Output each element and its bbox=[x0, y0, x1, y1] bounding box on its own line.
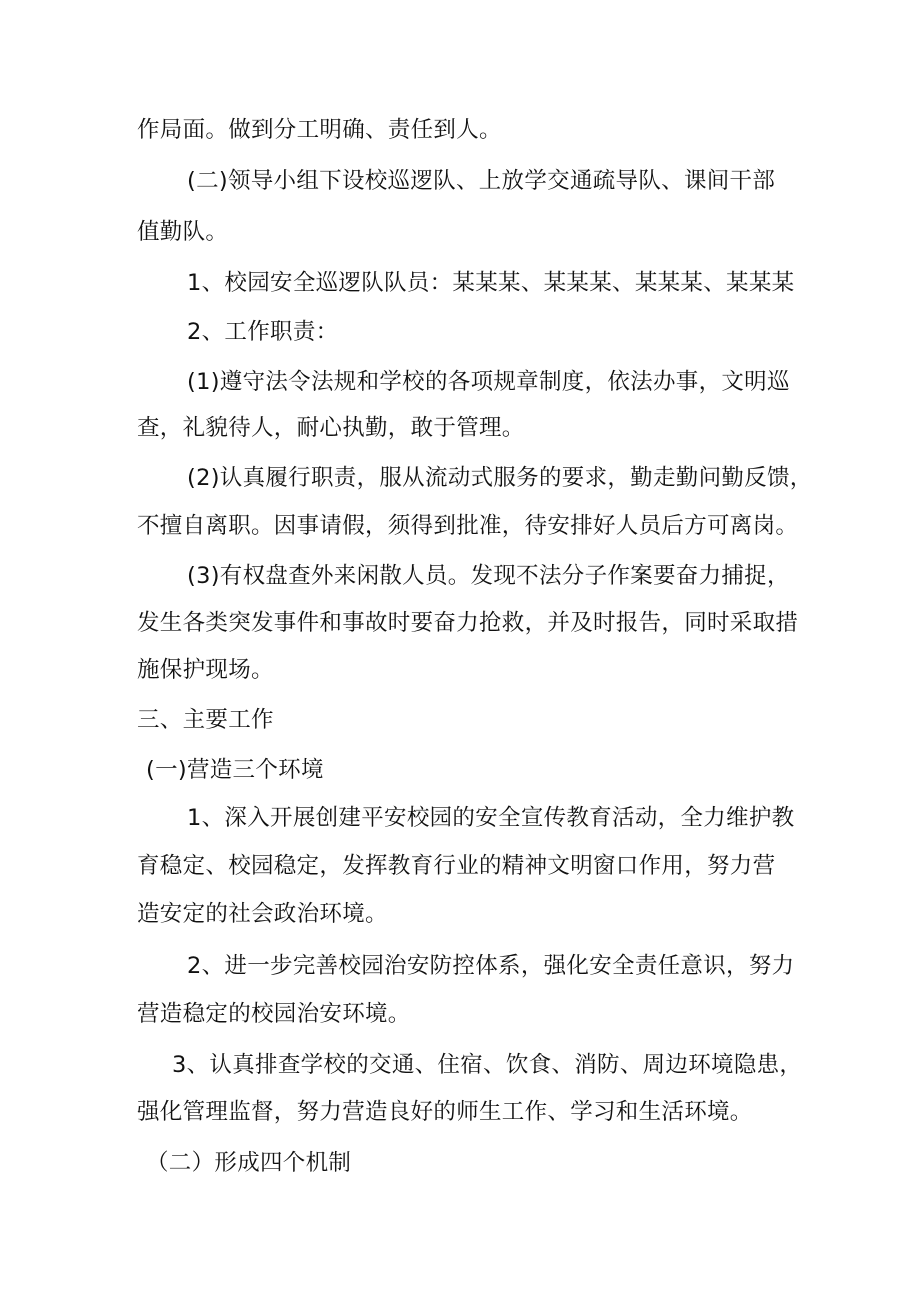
paragraph-line: 营造稳定的校园治安环境。 bbox=[137, 1001, 411, 1027]
list-item-line: (3)有权盘查外来闲散人员。发现不法分子作案要奋力捕捉， bbox=[187, 563, 790, 589]
list-item-line: 3、认真排查学校的交通、住宿、饮食、消防、周边环境隐患， bbox=[172, 1052, 803, 1078]
list-item-line: (1)遵守法令法规和学校的各项规章制度，依法办事，文明巡 bbox=[187, 369, 790, 395]
paragraph-line: 查，礼貌待人，耐心执勤，敢于管理。 bbox=[137, 415, 525, 441]
paragraph-line: 施保护现场。 bbox=[137, 657, 274, 683]
subsection-heading: （二）形成四个机制 bbox=[146, 1150, 352, 1176]
paragraph-line: 发生各类突发事件和事故时要奋力抢救，并及时报告，同时采取措 bbox=[137, 610, 799, 636]
list-item-line: 1、校园安全巡逻队队员：某某某、某某某、某某某、某某某 bbox=[187, 270, 795, 296]
paragraph-line: 值勤队。 bbox=[137, 219, 229, 245]
list-item-line: 1、深入开展创建平安校园的安全宣传教育活动，全力维护教 bbox=[187, 805, 795, 831]
section-heading: 三、主要工作 bbox=[137, 707, 274, 733]
list-item-line: 2、工作职责： bbox=[187, 319, 339, 345]
list-item-line: (2)认真履行职责，服从流动式服务的要求，勤走勤问勤反馈， bbox=[187, 465, 813, 491]
paragraph-line: 育稳定、校园稳定，发挥教育行业的精神文明窗口作用，努力营 bbox=[137, 853, 776, 879]
paragraph-line: 强化管理监督，努力营造良好的师生工作、学习和生活环境。 bbox=[137, 1099, 753, 1125]
paragraph-line: 作局面。做到分工明确、责任到人。 bbox=[137, 117, 502, 143]
paragraph-line: 造安定的社会政治环境。 bbox=[137, 901, 388, 927]
paragraph-line: 不擅自离职。因事请假，须得到批准，待安排好人员后方可离岗。 bbox=[137, 513, 799, 539]
subsection-heading: (一)营造三个环境 bbox=[146, 757, 324, 783]
subsection-heading-line: (二)领导小组下设校巡逻队、上放学交通疏导队、课间干部 bbox=[187, 168, 776, 194]
list-item-line: 2、进一步完善校园治安防控体系，强化安全责任意识，努力 bbox=[187, 953, 795, 979]
